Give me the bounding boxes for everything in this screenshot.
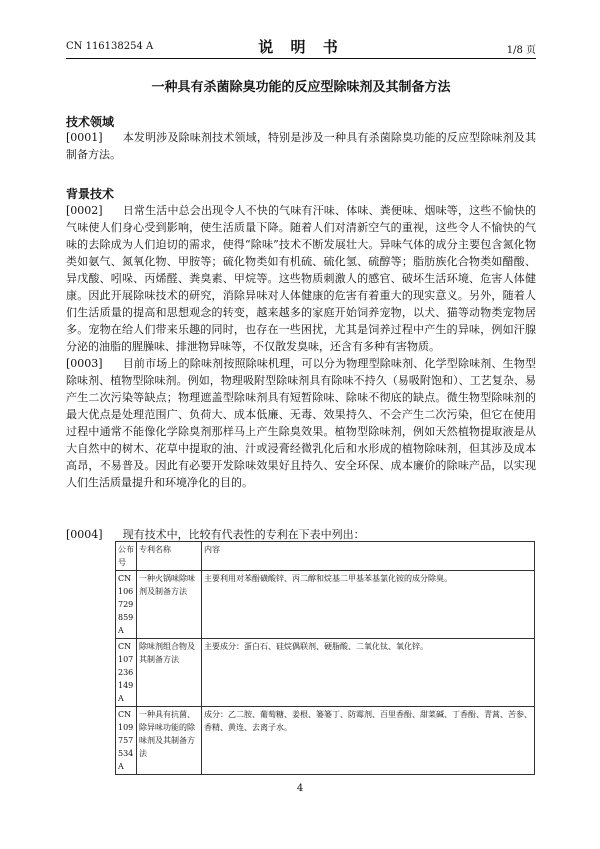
section-heading-tech-field: 技术领域 — [66, 115, 115, 129]
table-cell-content: 主要利用对苯酚磺酸锌、丙二醇和烷基二甲基苯基氯化铵的成分除臭。 — [202, 571, 535, 639]
table-cell-name: 除味剂组合物及其制备方法 — [137, 639, 202, 707]
table-header-cell: 专利名称 — [137, 542, 202, 571]
publication-number: CN 116138254 A — [66, 41, 154, 52]
paragraph-number: [0003] — [66, 357, 103, 370]
table-cell-content: 成分：乙二胺、葡萄糖、姜根、篓篓丁、防霉剂、百里香酚、甜菜碱、丁香酚、青蒿、苦参、香精、黄连、去离子水。 — [202, 707, 535, 775]
paragraph-text: 日常生活中总会出现令人不快的气味有汗味、体味、粪便味、烟味等，这些不愉快的气味使人们身心受到影响，使生活质量下降。随着人们对清新空气的重视，这些令人不愉快的气味的去除成为人们迫切的需求，使得“除味”技术不断发展壮大。异味气体的成分主要包含氮化物类如氨气、氮氧化物、甲胺等；硫化物类如有机硫、硫化氢、硫醇等；脂肪族化合物类如醋酸、异戊酸、吲哚、丙烯醛、粪臭素、甲烷等。这些物质刺激人的感官、破坏生活环境、危害人体健康。因此开展除味技术的研究，消除异味对人体健康的危害有着重大的现实意义。另外，随着人们生活质量的提高和思想观念的转变，越来越多的家庭开始饲养宠物，以犬、猫等动物类宠物居多。宠物在给人们带来乐趣的同时，也存在一些困扰，尤其是饲养过程中产生的异味，例如汗腺分泌的油脂的腥臊味、排泄物异味等，不仅散发臭味，还含有多种有害物质。 — [66, 204, 536, 353]
paragraph-text: 现有技术中，比较有代表性的专利在下表中列出： — [122, 528, 365, 541]
paragraph-text: 目前市场上的除味剂按照除味机理，可以分为物理型除味剂、化学型除味剂、生物型除味剂、植物型除味剂。例如，物理吸附型除味剂具有除味不持久（易吸附饱和）、工艺复杂、易产生二次污染等缺点；物理遮盖型除味剂具有短暂除味、除味不彻底的缺点。微生物型除味剂的最大优点是处理范围广、负荷大、成本低廉、无毒、效果持久、不会产生二次污染，但它在使用过程中通常不能像化学除臭剂那样马上产生除臭效果。植物型除味剂，例如天然植物提取液是从大自然中的树木、花草中提取的油、汁或浸膏经微乳化后和水形成的植物除味剂，但其涉及成本高昂，不易普及。因此有必要开发除味效果好且持久、安全环保、成本廉价的除味产品，以实现人们生活质量提升和环境净化的目的。 — [66, 357, 536, 489]
table-row — [116, 639, 535, 707]
table-row — [116, 571, 535, 639]
table-header-cell: 公布号 — [116, 542, 137, 571]
table-cell-name: 一种火锅味除味剂及制备方法 — [137, 571, 202, 639]
header-divider — [66, 58, 536, 59]
paragraph-number: [0002] — [66, 204, 103, 217]
paragraph-0002 — [66, 202, 536, 355]
page-header — [66, 36, 536, 58]
page-info: 1/8 页 — [506, 45, 536, 56]
prior-art-table — [115, 541, 535, 775]
document-title: 一种具有杀菌除臭功能的反应型除味剂及其制备方法 — [151, 80, 451, 95]
table-header-row — [116, 542, 535, 571]
table-cell-content: 主要成分：蛋白石、硅烷偶联剂、硬脂酸、二氧化钛、氧化锌。 — [202, 639, 535, 707]
document-type: 说 明 书 — [258, 38, 344, 56]
paragraph-text: 本发明涉及除味剂技术领域，特别是涉及一种具有杀菌除臭功能的反应型除味剂及其制备方法。 — [66, 131, 536, 161]
page-number: 4 — [296, 783, 304, 794]
table-header-cell: 内容 — [202, 542, 535, 571]
table-row — [116, 707, 535, 775]
paragraph-0001 — [66, 129, 536, 163]
paragraph-number: [0001] — [66, 131, 103, 144]
paragraph-0003 — [66, 355, 536, 491]
table-cell-pub: CN109757534A — [116, 707, 137, 775]
table-cell-pub: CN107236149A — [116, 639, 137, 707]
table-cell-name: 一种具有抗菌、除异味功能的除味剂及其制备方法 — [137, 707, 202, 775]
paragraph-number: [0004] — [66, 528, 103, 541]
table-cell-pub: CN106729859A — [116, 571, 137, 639]
section-heading-background: 背景技术 — [66, 187, 115, 201]
